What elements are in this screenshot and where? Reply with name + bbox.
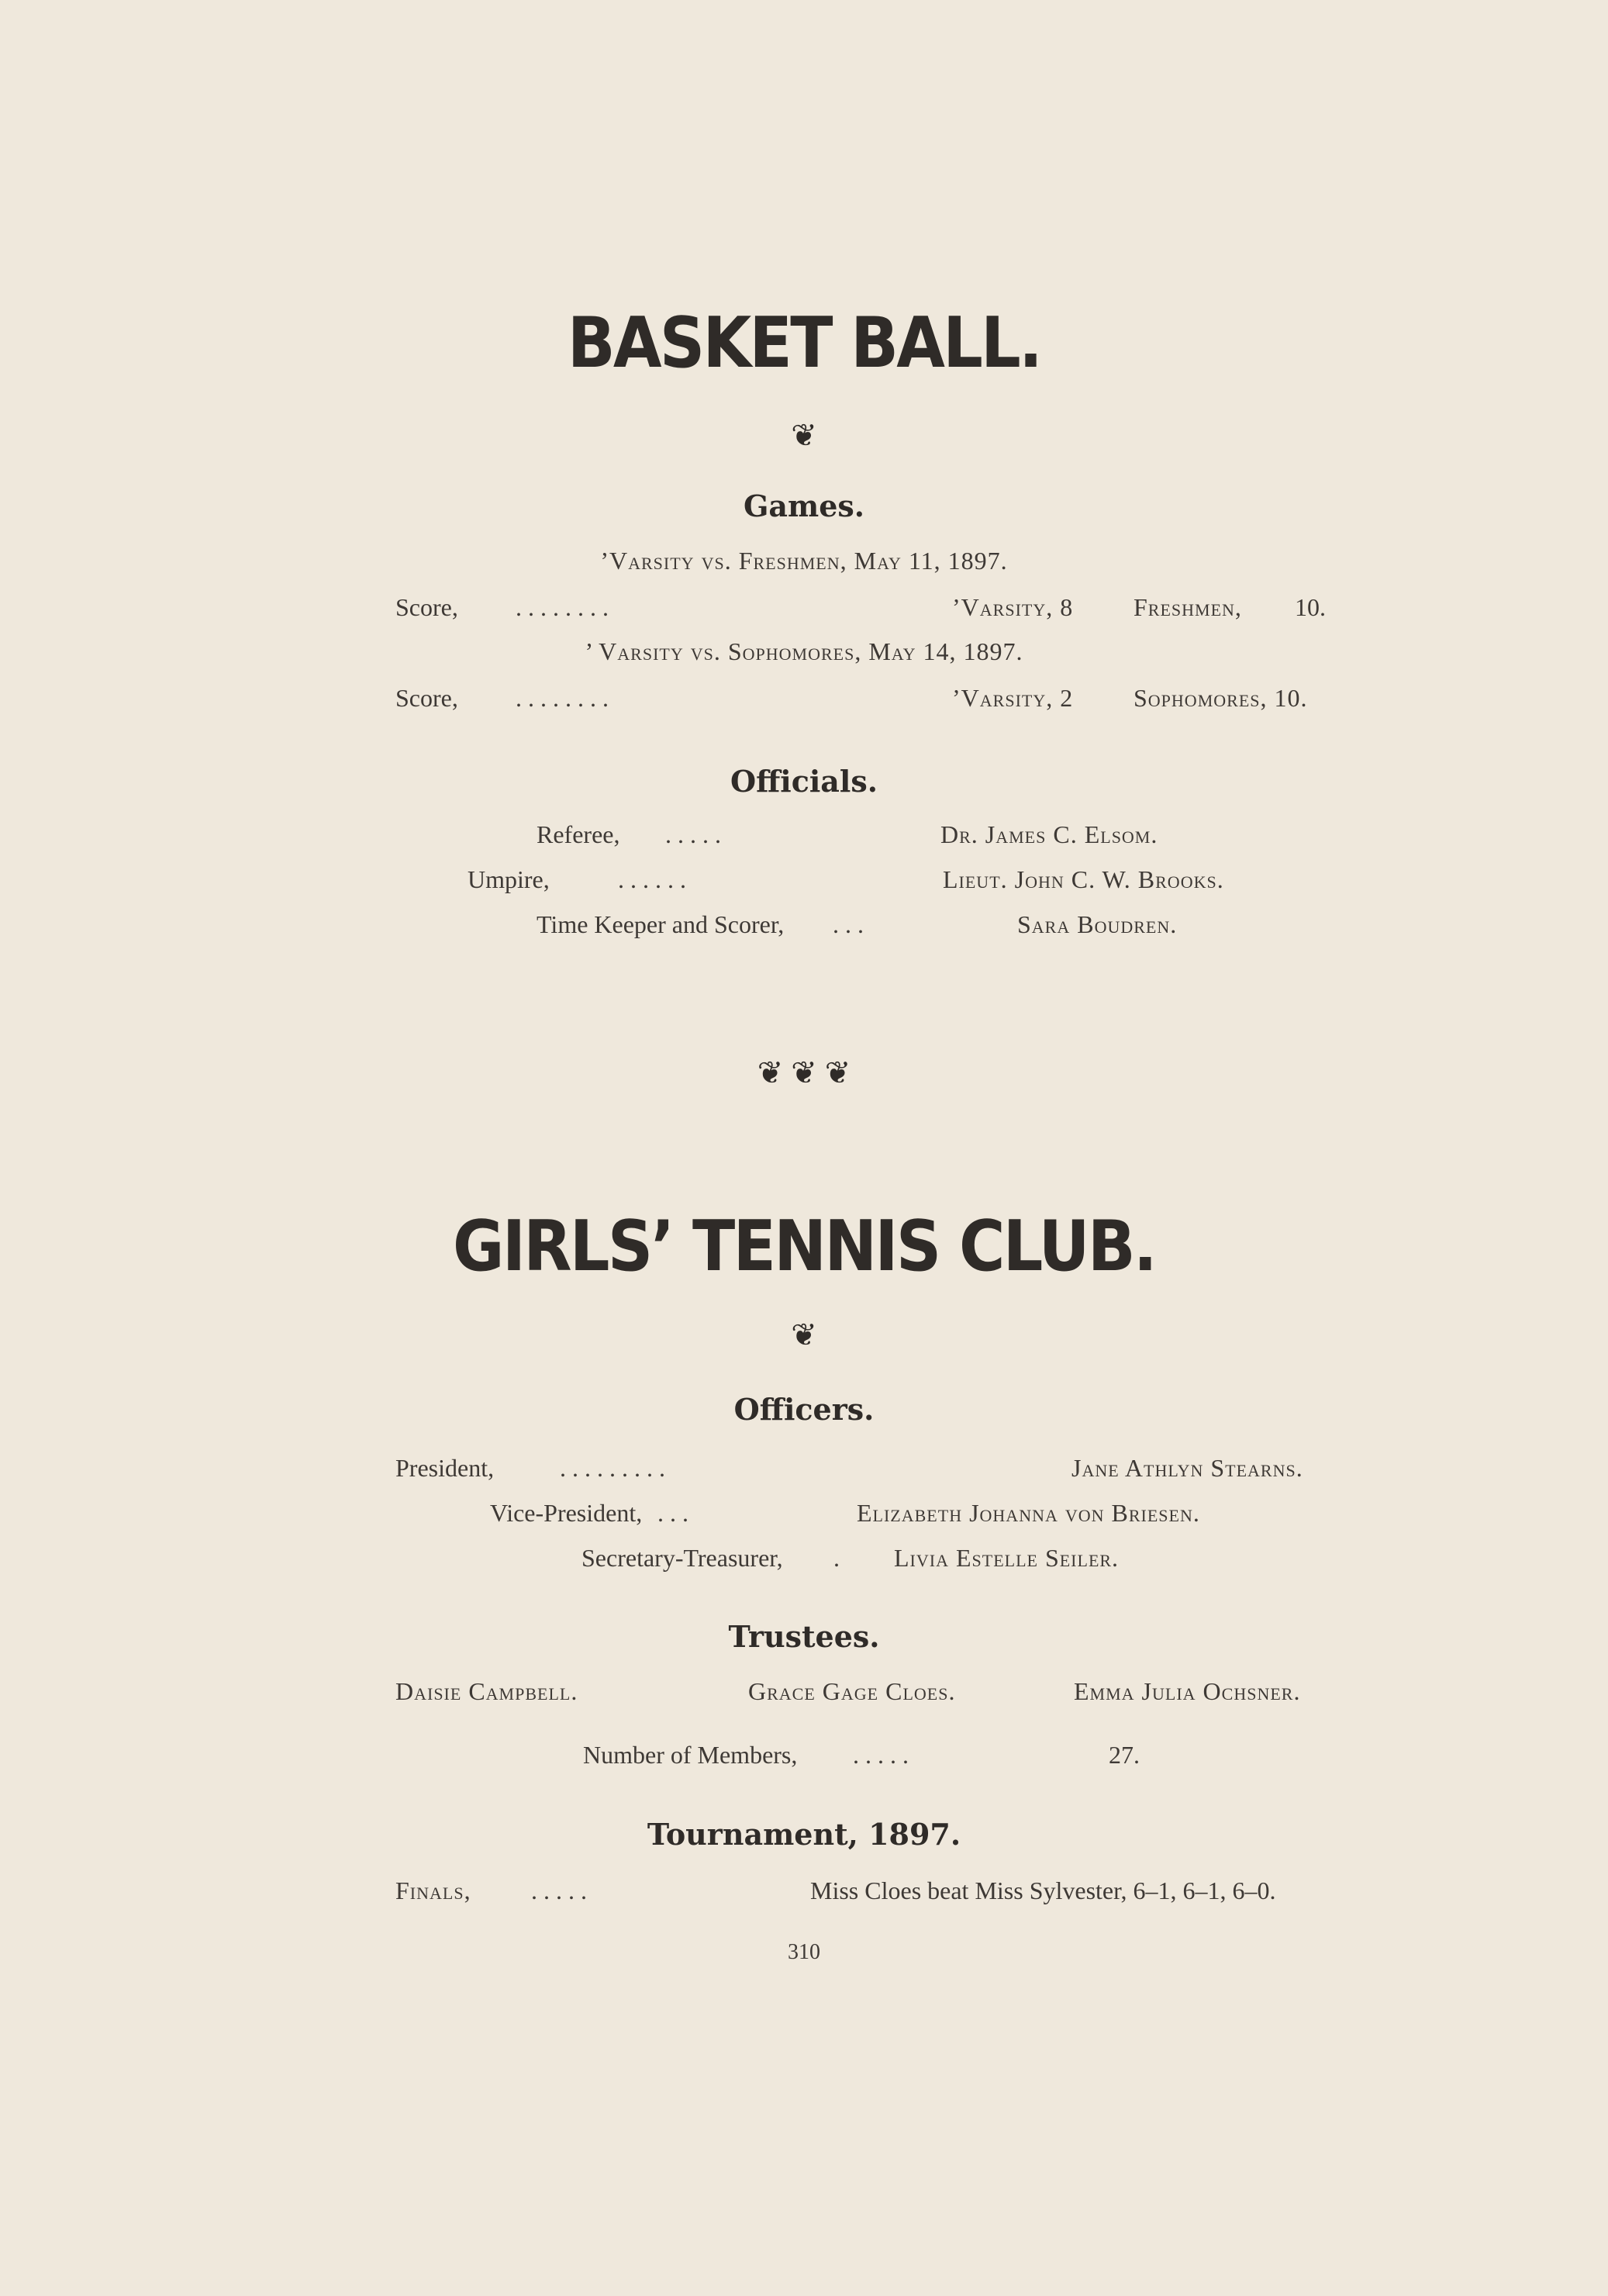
game2-title: ’ Varsity vs. Sophomores, May 14, 1897. — [585, 637, 1023, 665]
officials-heading: Officials. — [730, 764, 878, 799]
president-leader-dots: . . . . . . . . . — [560, 1454, 665, 1482]
trustee-name: Emma Julia Ochsner. — [1074, 1677, 1301, 1705]
secretary-treasurer-label: Secretary-Treasurer, — [581, 1544, 783, 1572]
game1-score-label: Score, — [395, 593, 458, 621]
president-name: Jane Athlyn Stearns. — [1071, 1454, 1303, 1482]
game1-freshmen-score: 10. — [1295, 593, 1326, 621]
members-label: Number of Members, — [583, 1741, 798, 1769]
triple-fleuron-separator-icon: ❦ ❦ ❦ — [757, 1055, 851, 1090]
finals-result: Miss Cloes beat Miss Sylvester, 6–1, 6–1, 6–0. — [810, 1877, 1276, 1904]
umpire-name: Lieut. John C. W. Brooks. — [943, 865, 1224, 893]
game2-leader-dots: . . . . . . . . — [516, 684, 609, 712]
timekeeper-label: Time Keeper and Scorer, — [537, 910, 785, 938]
timekeeper-leader-dots: . . . — [833, 910, 864, 938]
game1-title: ’Varsity vs. Freshmen, May 11, 1897. — [600, 547, 1008, 575]
umpire-leader-dots: . . . . . . — [618, 865, 686, 893]
games-heading: Games. — [743, 489, 865, 523]
tennis-club-title: GIRLS’ TENNIS CLUB. — [453, 1206, 1155, 1287]
officers-heading: Officers. — [733, 1392, 875, 1427]
basketball-title: BASKET BALL. — [567, 302, 1041, 384]
president-label: President, — [395, 1454, 495, 1482]
finals-leader-dots: . . . . . — [531, 1877, 587, 1904]
game1-varsity-score: ’Varsity, 8 — [952, 593, 1074, 621]
trustee-name: Grace Gage Cloes. — [748, 1677, 956, 1705]
secretary-treasurer-leader-dots: . — [833, 1544, 840, 1572]
timekeeper-name: Sara Boudren. — [1017, 910, 1178, 938]
game1-freshmen-label: Freshmen, — [1134, 593, 1242, 621]
referee-leader-dots: . . . . . — [665, 820, 721, 848]
game2-score-label: Score, — [395, 684, 458, 712]
game2-sophomores-score: Sophomores, 10. — [1134, 684, 1308, 712]
finals-label: Finals, — [395, 1877, 471, 1904]
trustees-heading: Trustees. — [728, 1619, 880, 1654]
referee-name: Dr. James C. Elsom. — [940, 820, 1158, 848]
vice-president-name: Elizabeth Johanna von Briesen. — [857, 1499, 1200, 1527]
secretary-treasurer-name: Livia Estelle Seiler. — [894, 1544, 1120, 1572]
fleuron-ornament-icon: ❦ — [791, 418, 817, 453]
fleuron-ornament-icon: ❦ — [791, 1317, 817, 1352]
tournament-heading: Tournament, 1897. — [647, 1817, 961, 1852]
page-number: 310 — [788, 1940, 820, 1964]
trustee-name: Daisie Campbell. — [395, 1677, 578, 1705]
vice-president-label: Vice-President, — [490, 1499, 643, 1527]
vice-president-leader-dots: . . . — [657, 1499, 688, 1527]
game2-varsity-score: ’Varsity, 2 — [952, 684, 1074, 712]
members-count: 27. — [1109, 1741, 1140, 1769]
umpire-label: Umpire, — [468, 865, 550, 893]
members-leader-dots: . . . . . — [853, 1741, 909, 1769]
game1-leader-dots: . . . . . . . . — [516, 593, 609, 621]
referee-label: Referee, — [537, 820, 620, 848]
